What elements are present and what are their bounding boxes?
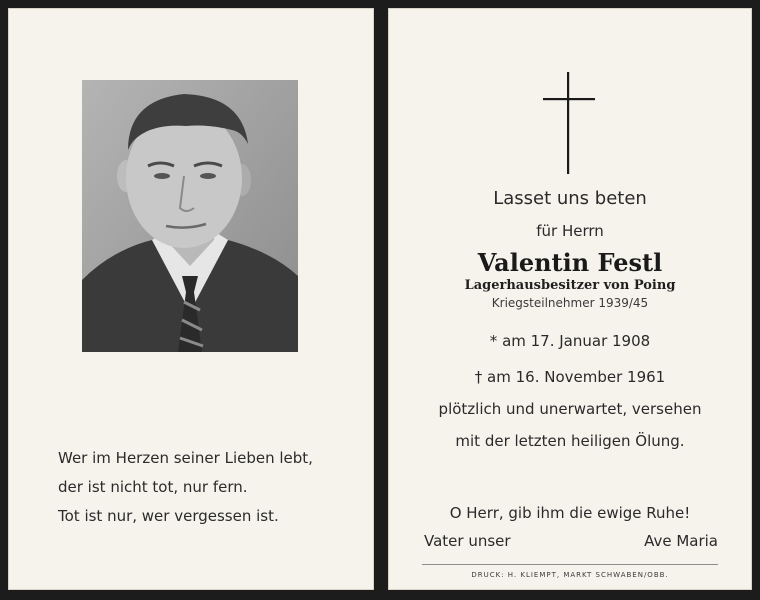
occupation: Lagerhausbesitzer von Poing [464,278,676,293]
prayer-hail-mary: Ave Maria [644,532,718,550]
for-line: für Herrn [536,222,604,240]
printer-imprint: DRUCK: H. KLIEMPT, MARKT SCHWABEN/OBB. [471,571,669,579]
closing-prayer: O Herr, gib ihm die ewige Ruhe! [449,504,691,522]
prayer-our-father: Vater unser [424,532,511,550]
birth-date: * am 17. Januar 1908 [489,332,651,350]
portrait-photo [82,80,298,352]
memorial-poem [58,444,358,531]
memorial-card-right-panel [388,8,752,590]
latin-cross-icon [543,72,595,174]
deceased-name: Valentin Festl [477,248,663,277]
poem-line: Tot ist nur, wer vergessen ist. [58,507,279,525]
cause-line: mit der letzten heiligen Ölung. [455,432,685,450]
poem-line: Wer im Herzen seiner Lieben lebt, [58,449,313,467]
memorial-card-left-panel [8,8,374,590]
veteran-status: Kriegsteilnehmer 1939/45 [491,296,649,310]
cause-line: plötzlich und unerwartet, versehen [438,400,702,418]
prayer-intro: Lasset uns beten [493,188,647,209]
portrait-image [82,80,298,352]
poem-line: der ist nicht tot, nur fern. [58,478,248,496]
divider [422,564,718,565]
death-date: † am 16. November 1961 [474,368,666,386]
